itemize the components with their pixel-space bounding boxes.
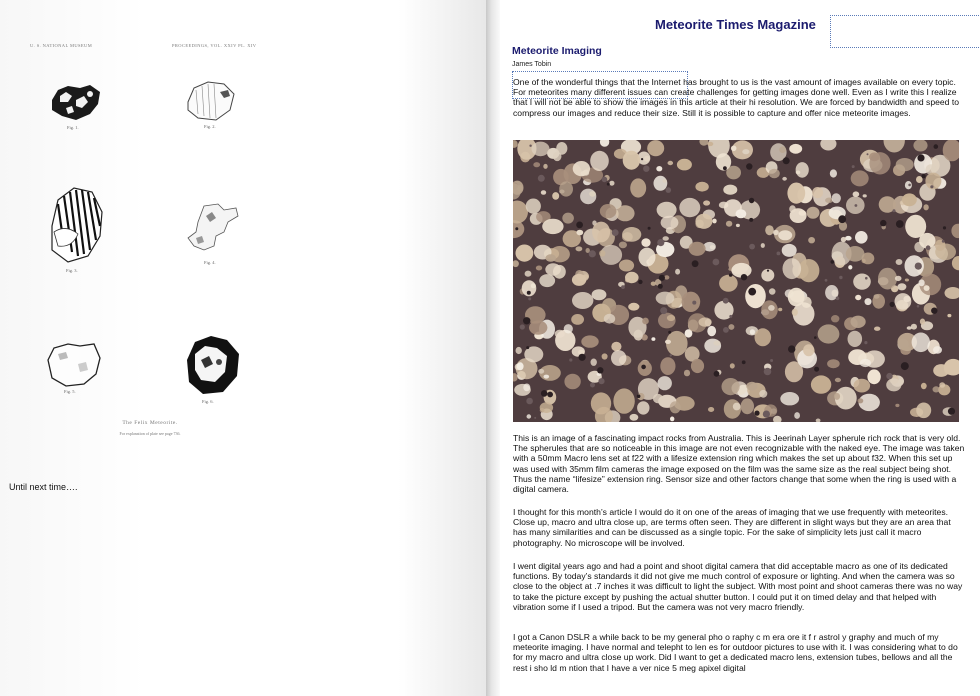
article-title: Meteorite Imaging [512, 45, 602, 57]
meteorite-figure-6 [181, 332, 243, 398]
meteorite-photo [513, 140, 959, 422]
selection-box-title [830, 15, 979, 48]
plate-caption-sub: For explanation of plate see page 736. [119, 431, 181, 436]
fig-label-4: Fig. 4. [204, 260, 216, 265]
page-spine [486, 0, 500, 696]
plate-caption: The Felix Meteorite. [122, 420, 178, 426]
meteorite-figure-4 [184, 202, 240, 252]
left-page [0, 0, 486, 696]
plate-header-left: U. S. NATIONAL MUSEUM [30, 43, 93, 48]
paragraph-macro-intro: I thought for this month’s article I would do it on one of the areas of imaging that we use frequently with meteorites. Close up, macro and ultra close up, are terms often seen. They are different in slight ways but they are an area that has many similarities and can be discussed as a single topic. For the sake of simplicity lets just call it macro photography. No microscope will be involved. [513, 507, 951, 548]
closing-text: Until next time…. [9, 482, 78, 492]
fig-label-3: Fig. 3. [66, 268, 78, 273]
right-page [500, 0, 980, 696]
paragraph-point-and-shoot: I went digital years ago and had a point and shoot digital camera that did acceptable macro as one of its dedicated functions. By today’s standards it did not give me much control of exposure or lighting. And when the camera was so close to the object at .7 inches it was difficult to light the subject. With most point and shoot cameras there was no way to take the picture except by pushing the actual shutter button. I could put it on timed delay and that helped with vibration some if I used a tripod. But the camera was not very macro friendly. [513, 561, 963, 612]
article-author: James Tobin [512, 61, 552, 68]
fig-label-6: Fig. 6. [202, 399, 214, 404]
meteorite-figure-1 [46, 82, 104, 122]
magazine-title[interactable]: Meteorite Times Magazine [655, 17, 816, 32]
fig-label-1: Fig. 1. [67, 125, 79, 130]
paragraph-photo-caption: This is an image of a fascinating impact rocks from Australia. This is Jeerinah Layer spherule rich rock that is very old. The spherules that are so noticeable in this image are not even recognizable with the naked eye. The image was taken with a 50mm Macro lens set at f22 with a lifesize extension ring which makes the set up about f32. When this set up was used with 35mm film cameras the image exposed on the film was the same size as the real subject being shot. Thus the name “lifesize” extension ring. Sensor size and other factors change that some when the ring is used with a digital camera. [513, 433, 965, 495]
paragraph-canon-dslr: I got a Canon DSLR a while back to be my general pho o raphy c m era ore it f r astrol y graphy and much of my meteorite imaging. I have normal and telepht to len es for outdoor pictures to use with it. I was considering what to do for my macro and ultra close up work. Did I want to get a dedicated macro lens, extension tubes, bellows and all the rest i sho ld m ntion that I have a ver nice 5 meg apixel digital [513, 632, 958, 673]
plate-header-right: PROCEEDINGS, VOL. XXIV PL. XIV [172, 43, 257, 48]
meteorite-figure-3 [44, 186, 106, 264]
meteorite-figure-5 [44, 340, 102, 388]
fig-label-5: Fig. 5. [64, 389, 76, 394]
paragraph-intro: One of the wonderful things that the Internet has brought to us is the vast amount of images available on every topic. For meteorites many different issues can create challenges for getting images done well. Even as I write this I realize that I will not be able to show the images in this article at their hi resolution. We are forced by bandwidth and speed to compress our images and reduce their size. Still it is possible to capture and offer nice meteorite images. [513, 77, 960, 118]
meteorite-figure-2 [184, 80, 236, 122]
fig-label-2: Fig. 2. [204, 124, 216, 129]
